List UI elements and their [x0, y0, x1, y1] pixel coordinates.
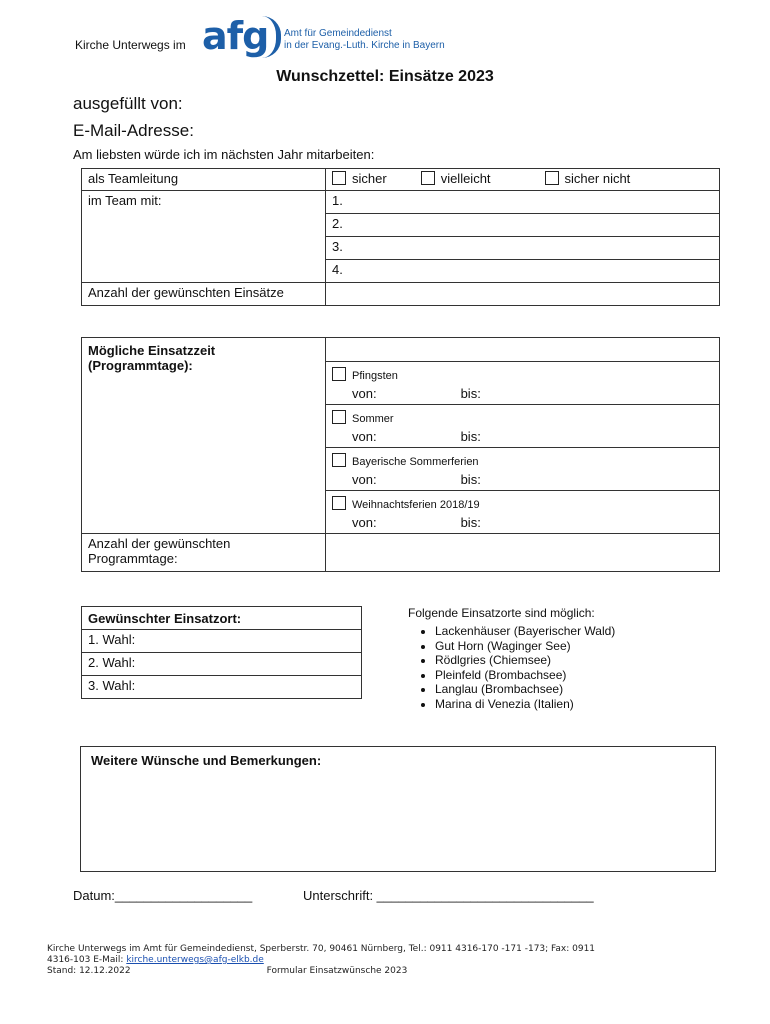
list-item: • Gut Horn (Waginger See) — [435, 639, 615, 654]
programmtage-count-label: Anzahl der gewünschten Programmtage: — [82, 534, 326, 572]
team-slot-3[interactable]: 3. — [326, 237, 720, 260]
places-list: Folgende Einsatzorte sind möglich: • Lackenhäuser (Bayerischer Wald) • Gut Horn (Waginger See) • Rödlgries (Chiemsee) • Pleinfeld (Brombachsee) • Langlau (Brombachsee) • Marina di Venezia (Italien) — [408, 606, 615, 712]
checkbox[interactable] — [421, 171, 435, 185]
afg-logo-arc-icon — [262, 16, 281, 58]
option-sicher-nicht[interactable]: sicher nicht — [545, 171, 631, 186]
team-slot-2[interactable]: 2. — [326, 214, 720, 237]
intro-text: Am liebsten würde ich im nächsten Jahr mitarbeiten: — [73, 147, 375, 162]
list-item: • Pleinfeld (Brombachsee) — [435, 668, 615, 683]
time-label: Mögliche Einsatzzeit (Programmtage): — [82, 338, 326, 534]
header-org-text: Kirche Unterwegs im — [75, 38, 186, 52]
team-with-label: im Team mit: — [82, 191, 326, 283]
footer: Kirche Unterwegs im Amt für Gemeindedienst, Sperberstr. 70, 90461 Nürnberg, Tel.: 0911 4316-170 -171 -173; Fax: 0911 4316-103 E-Mail: kirche.unterwegs@afg-elkb.de Stand: 12.12.2022 Formular Einsatzwünsche 2023 — [47, 944, 596, 976]
option-sicher[interactable]: sicher — [332, 171, 387, 186]
remarks-label: Weitere Wünsche und Bemerkungen: — [91, 753, 322, 768]
team-slot-4[interactable]: 4. — [326, 260, 720, 283]
page-title: Wunschzettel: Einsätze 2023 — [276, 68, 494, 85]
list-item: • Rödlgries (Chiemsee) — [435, 653, 615, 668]
list-item: • Langlau (Brombachsee) — [435, 682, 615, 697]
season-bayerische-sommerferien[interactable]: Bayerische Sommerferien von: bis: — [326, 448, 720, 491]
location-choice-2[interactable]: 2. Wahl: — [82, 653, 362, 676]
afg-logo-subtitle: Amt für Gemeindedienst in der Evang.-Luth. Kirche in Bayern — [284, 28, 445, 51]
checkbox[interactable] — [332, 410, 346, 424]
count-label: Anzahl der gewünschten Einsätze — [82, 283, 326, 306]
email-label: E-Mail-Adresse: — [73, 121, 194, 140]
team-table — [81, 168, 720, 306]
checkbox[interactable] — [332, 367, 346, 381]
checkbox[interactable] — [332, 496, 346, 510]
season-pfingsten[interactable]: Pfingsten von: bis: — [326, 362, 720, 405]
list-item: • Lackenhäuser (Bayerischer Wald) — [435, 624, 615, 639]
count-field[interactable] — [326, 283, 720, 306]
option-vielleicht[interactable]: vielleicht — [421, 171, 491, 186]
filled-by-label: ausgefüllt von: — [73, 94, 183, 113]
checkbox[interactable] — [332, 453, 346, 467]
list-item: • Marina di Venezia (Italien) — [435, 697, 615, 712]
date-line[interactable]: Datum:___________________ — [73, 888, 253, 903]
teamleitung-options — [326, 169, 720, 191]
location-header: Gewünschter Einsatzort: — [82, 607, 362, 630]
checkbox[interactable] — [545, 171, 559, 185]
location-choice-3[interactable]: 3. Wahl: — [82, 676, 362, 699]
location-choice-1[interactable]: 1. Wahl: — [82, 630, 362, 653]
season-weihnachtsferien[interactable]: Weihnachtsferien 2018/19 von: bis: — [326, 491, 720, 534]
checkbox[interactable] — [332, 171, 346, 185]
teamleitung-label: als Teamleitung — [82, 169, 326, 191]
location-table — [81, 606, 362, 699]
afg-logo: afg — [202, 14, 269, 58]
season-sommer[interactable]: Sommer von: bis: — [326, 405, 720, 448]
email-link[interactable]: kirche.unterwegs@afg-elkb.de — [126, 955, 264, 965]
time-table — [81, 337, 720, 572]
signature-line[interactable]: Unterschrift: ______________________________ — [303, 888, 594, 903]
remarks-box[interactable] — [80, 746, 716, 872]
programmtage-count-field[interactable] — [326, 534, 720, 572]
team-slot-1[interactable]: 1. — [326, 191, 720, 214]
